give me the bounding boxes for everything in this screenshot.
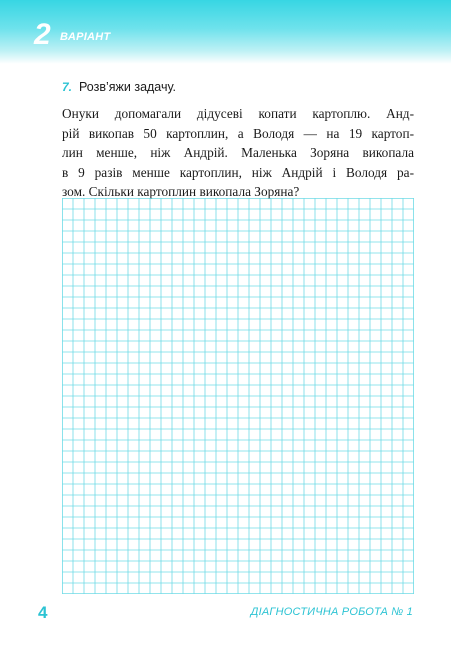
problem-text — [62, 104, 414, 202]
problem-line-1: Онуки допомагали дідусеві копати картоплю. Анд- — [62, 106, 414, 121]
variant-label: ВАРІАНТ — [60, 31, 111, 43]
answer-grid[interactable] — [62, 198, 414, 594]
variant-number: 2 — [34, 18, 51, 51]
problem-line-3: лин менше, ніж Андрій. Маленька Зоряна викопала — [62, 145, 414, 161]
problem-line-5: зом. Скільки картоплин викопала Зоряна? — [62, 184, 300, 200]
header-band — [0, 0, 451, 64]
footer-title: ДІАГНОСТИЧНА РОБОТА № 1 — [250, 606, 413, 618]
problem-line-4: в 9 разів менше картоплин, ніж Андрій і Володя ра- — [62, 164, 414, 180]
task-number: 7. — [62, 80, 73, 94]
problem-line-2: рій викопав 50 картоплин, а Володя — на 19 картоп- — [62, 125, 414, 141]
page-number: 4 — [38, 603, 48, 622]
task-instruction: Розв’яжи задачу. — [79, 80, 176, 94]
